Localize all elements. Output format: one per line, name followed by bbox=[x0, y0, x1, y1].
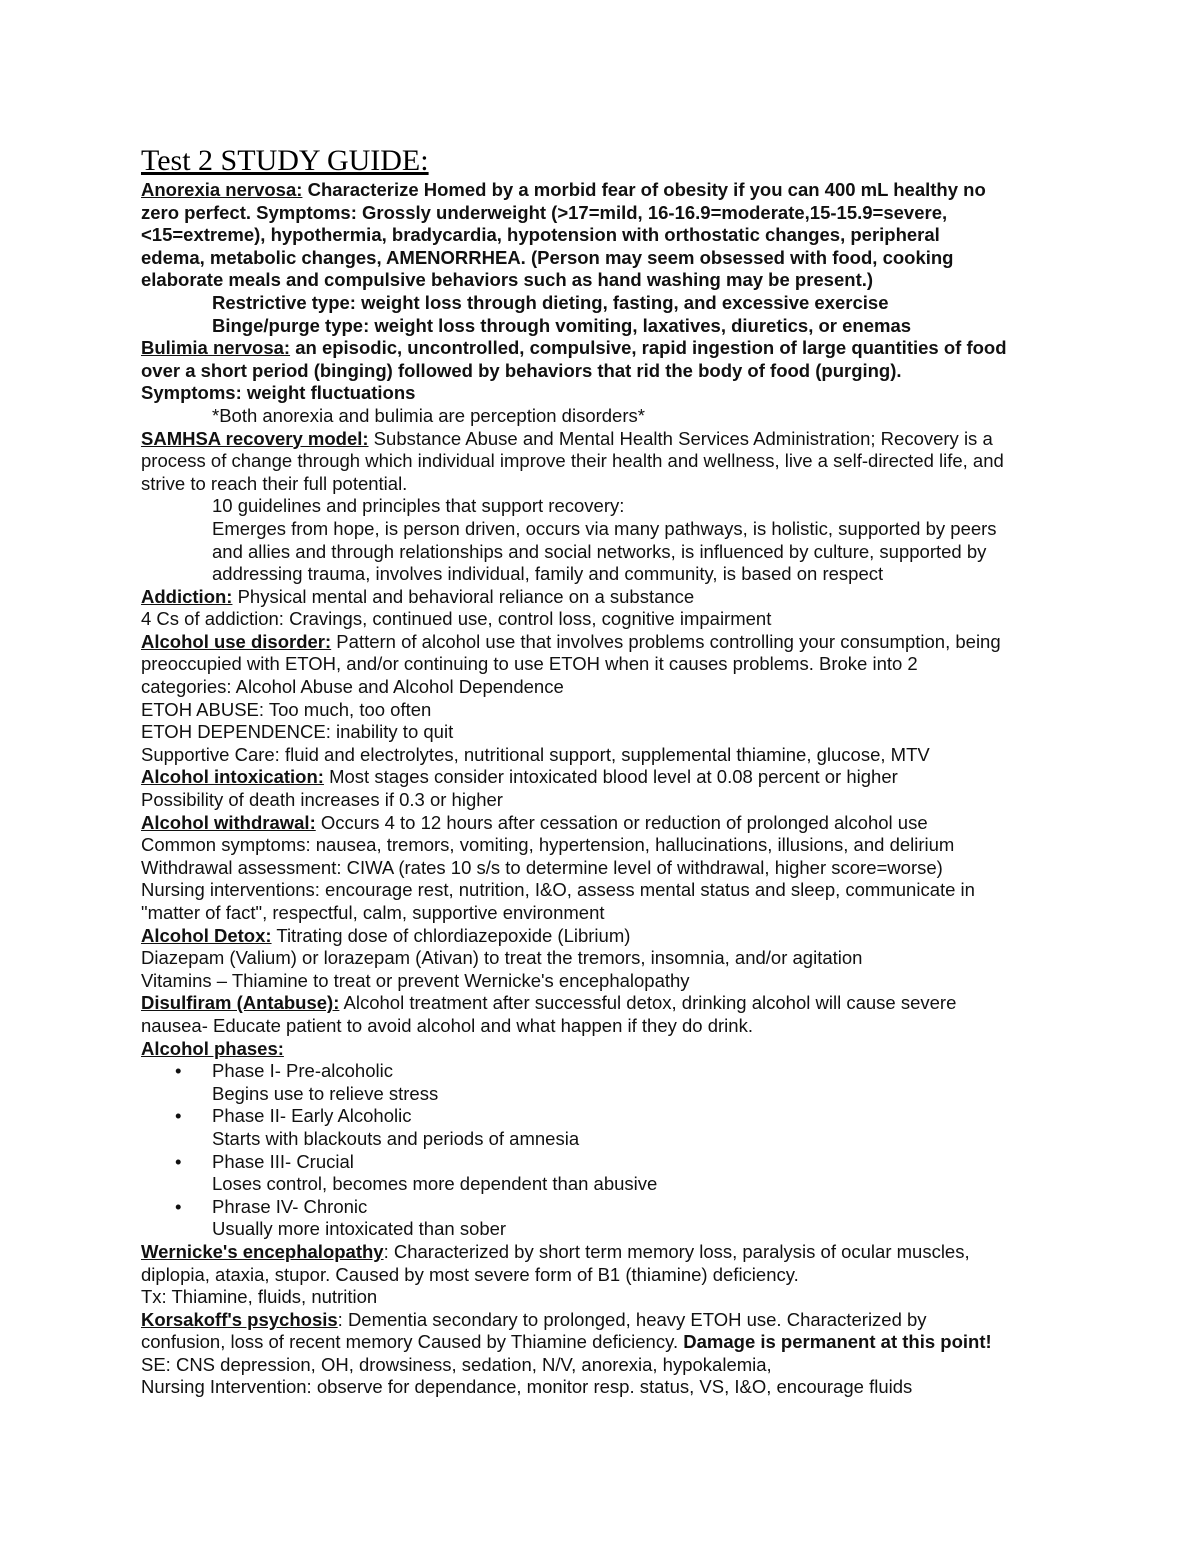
samhsa-guideline-1: Emerges from hope, is person driven, occurs via many pathways, is holistic, supported by peers bbox=[212, 517, 997, 539]
samhsa-guideline-2: and allies and through relationships and social networks, is influenced by culture, supported by bbox=[212, 540, 987, 562]
detox-line-2: Diazepam (Valium) or lorazepam (Ativan) to treat the tremors, insomnia, and/or agitation bbox=[141, 947, 863, 969]
disulfiram-heading: Disulfiram (Antabuse): bbox=[141, 992, 340, 1014]
korsakoff-line-1 bbox=[141, 1309, 1071, 1332]
aud-line-1 bbox=[141, 631, 1071, 654]
wernicke-heading: Wernicke's encephalopathy bbox=[141, 1240, 384, 1262]
phase-2 bbox=[141, 1105, 1071, 1128]
detox-heading: Alcohol Detox: bbox=[141, 924, 272, 946]
anorexia-line-2: zero perfect. Symptoms: Grossly underweight (>17=mild, 16-16.9=moderate,15-15.9=severe, bbox=[141, 201, 948, 223]
bulimia-heading: Bulimia nervosa: bbox=[141, 337, 291, 359]
aud-heading: Alcohol use disorder: bbox=[141, 630, 332, 652]
phase-name: Phase II- Early Alcoholic bbox=[212, 1105, 412, 1127]
aud-line-2: preoccupied with ETOH, and/or continuing to use ETOH when it causes problems. Broke into 2 bbox=[141, 653, 918, 675]
anorexia-line-1 bbox=[141, 179, 1071, 202]
supportive-care: Supportive Care: fluid and electrolytes, nutritional support, supplemental thiamine, glucose, MTV bbox=[141, 743, 930, 765]
withdrawal-text-1: Occurs 4 to 12 hours after cessation or reduction of prolonged alcohol use bbox=[315, 811, 928, 833]
disulfiram-line-2: nausea- Educate patient to avoid alcohol and what happen if they do drink. bbox=[141, 1014, 753, 1036]
addiction-text-1: Physical mental and behavioral reliance on a substance bbox=[232, 585, 695, 607]
korsakoff-se: SE: CNS depression, OH, drowsiness, sedation, N/V, anorexia, hypokalemia, bbox=[141, 1353, 772, 1375]
withdrawal-heading: Alcohol withdrawal: bbox=[141, 811, 316, 833]
phase-1-desc: Begins use to relieve stress bbox=[212, 1082, 439, 1104]
bulimia-line-1 bbox=[141, 337, 1071, 360]
detox-line-3: Vitamins – Thiamine to treat or prevent Wernicke's encephalopathy bbox=[141, 969, 690, 991]
korsakoff-text-1: : Dementia secondary to prolonged, heavy ETOH use. Characterized by bbox=[337, 1308, 927, 1330]
page-title: Test 2 STUDY GUIDE: bbox=[141, 144, 429, 177]
wernicke-tx: Tx: Thiamine, fluids, nutrition bbox=[141, 1286, 378, 1308]
withdrawal-line-5: "matter of fact", respectful, calm, supportive environment bbox=[141, 902, 605, 923]
anorexia-line-4: edema, metabolic changes, AMENORRHEA. (Person may seem obsessed with food, cooking bbox=[141, 246, 954, 268]
binge-purge-type: Binge/purge type: weight loss through vomiting, laxatives, diuretics, or enemas bbox=[212, 314, 912, 336]
anorexia-text-1: Characterize Homed by a morbid fear of obesity if you can 400 mL healthy no bbox=[302, 179, 986, 200]
wernicke-text-1: : Characterized by short term memory loss, paralysis of ocular muscles, bbox=[383, 1240, 970, 1262]
phase-name: Phrase IV- Chronic bbox=[212, 1195, 368, 1217]
phase-2-desc: Starts with blackouts and periods of amnesia bbox=[212, 1127, 580, 1149]
bulimia-text-1: an episodic, uncontrolled, compulsive, rapid ingestion of large quantities of food bbox=[290, 337, 1007, 359]
wernicke-line-1 bbox=[141, 1241, 1071, 1264]
samhsa-guidelines: 10 guidelines and principles that support recovery: bbox=[212, 495, 625, 517]
korsakoff-heading: Korsakoff's psychosis bbox=[141, 1308, 338, 1330]
bulimia-symptoms: Symptoms: weight fluctuations bbox=[141, 382, 416, 404]
study-guide-page bbox=[141, 142, 1071, 1399]
intox-heading: Alcohol intoxication: bbox=[141, 766, 324, 788]
samhsa-line-2: process of change through which individual improve their health and wellness, live a self-directed life, and bbox=[141, 450, 1004, 472]
samhsa-guideline-3: addressing trauma, involves individual, family and community, is based on respect bbox=[212, 563, 884, 585]
aud-text-1: Pattern of alcohol use that involves problems controlling your consumption, being bbox=[331, 630, 1001, 652]
samhsa-line-1 bbox=[141, 428, 1071, 451]
detox-text-1: Titrating dose of chlordiazepoxide (Librium) bbox=[271, 924, 631, 946]
phase-4-desc: Usually more intoxicated than sober bbox=[212, 1218, 507, 1240]
samhsa-text-1: Substance Abuse and Mental Health Services Administration; Recovery is a bbox=[368, 427, 993, 449]
bulimia-line-2: over a short period (binging) followed by behaviors that rid the body of food (purging). bbox=[141, 359, 902, 381]
bullet-icon: • bbox=[175, 1060, 182, 1082]
etoh-dependence: ETOH DEPENDENCE: inability to quit bbox=[141, 721, 454, 743]
intox-text-1: Most stages consider intoxicated blood level at 0.08 percent or higher bbox=[323, 766, 898, 788]
samhsa-line-3: strive to reach their full potential. bbox=[141, 472, 408, 494]
phase-name: Phase III- Crucial bbox=[212, 1150, 354, 1172]
anorexia-heading: Anorexia nervosa: bbox=[141, 179, 303, 200]
restrictive-type: Restrictive type: weight loss through dieting, fasting, and excessive exercise bbox=[212, 291, 889, 313]
phase-name: Phase I- Pre-alcoholic bbox=[212, 1060, 393, 1082]
wernicke-line-2: diplopia, ataxia, stupor. Caused by most severe form of B1 (thiamine) deficiency. bbox=[141, 1263, 799, 1285]
withdrawal-line-4: Nursing interventions: encourage rest, nutrition, I&O, assess mental status and sleep, communicate in bbox=[141, 879, 975, 901]
anorexia-line-5: elaborate meals and compulsive behaviors such as hand washing may be present.) bbox=[141, 269, 874, 291]
aud-line-3: categories: Alcohol Abuse and Alcohol Dependence bbox=[141, 676, 564, 698]
intox-line-1 bbox=[141, 766, 1071, 789]
korsakoff-text-2: confusion, loss of recent memory Caused by Thiamine deficiency. bbox=[141, 1331, 684, 1353]
intox-line-2: Possibility of death increases if 0.3 or higher bbox=[141, 789, 503, 811]
withdrawal-line-2: Common symptoms: nausea, tremors, vomiting, hypertension, hallucinations, illusions, and delirium bbox=[141, 834, 955, 856]
disulfiram-text-1: Alcohol treatment after successful detox, drinking alcohol will cause severe bbox=[339, 992, 957, 1014]
addiction-4cs: 4 Cs of addiction: Cravings, continued use, control loss, cognitive impairment bbox=[141, 608, 772, 630]
phases-heading: Alcohol phases: bbox=[141, 1037, 284, 1059]
etoh-abuse: ETOH ABUSE: Too much, too often bbox=[141, 698, 432, 720]
phase-4 bbox=[141, 1196, 1071, 1219]
withdrawal-line-1 bbox=[141, 812, 1071, 835]
bullet-icon: • bbox=[175, 1105, 182, 1127]
damage-permanent-text: Damage is permanent at this point! bbox=[683, 1331, 992, 1353]
bullet-icon: • bbox=[175, 1150, 182, 1172]
disulfiram-line-1 bbox=[141, 992, 1071, 1015]
phase-3 bbox=[141, 1151, 1071, 1174]
bullet-icon: • bbox=[175, 1195, 182, 1217]
phase-1 bbox=[141, 1060, 1071, 1083]
addiction-heading: Addiction: bbox=[141, 585, 233, 607]
korsakoff-nursing: Nursing Intervention: observe for dependance, monitor resp. status, VS, I&O, encourage fluids bbox=[141, 1376, 913, 1398]
perception-note: *Both anorexia and bulimia are perception disorders* bbox=[212, 404, 645, 426]
anorexia-line-3: <15=extreme), hypothermia, bradycardia, hypotension with orthostatic changes, peripheral bbox=[141, 224, 940, 246]
withdrawal-line-3: Withdrawal assessment: CIWA (rates 10 s/s to determine level of withdrawal, higher score=worse) bbox=[141, 856, 943, 878]
phase-3-desc: Loses control, becomes more dependent than abusive bbox=[212, 1173, 658, 1195]
detox-line-1 bbox=[141, 925, 1071, 948]
korsakoff-line-2 bbox=[141, 1331, 1071, 1354]
samhsa-heading: SAMHSA recovery model: bbox=[141, 427, 369, 449]
addiction-line-1 bbox=[141, 586, 1071, 609]
